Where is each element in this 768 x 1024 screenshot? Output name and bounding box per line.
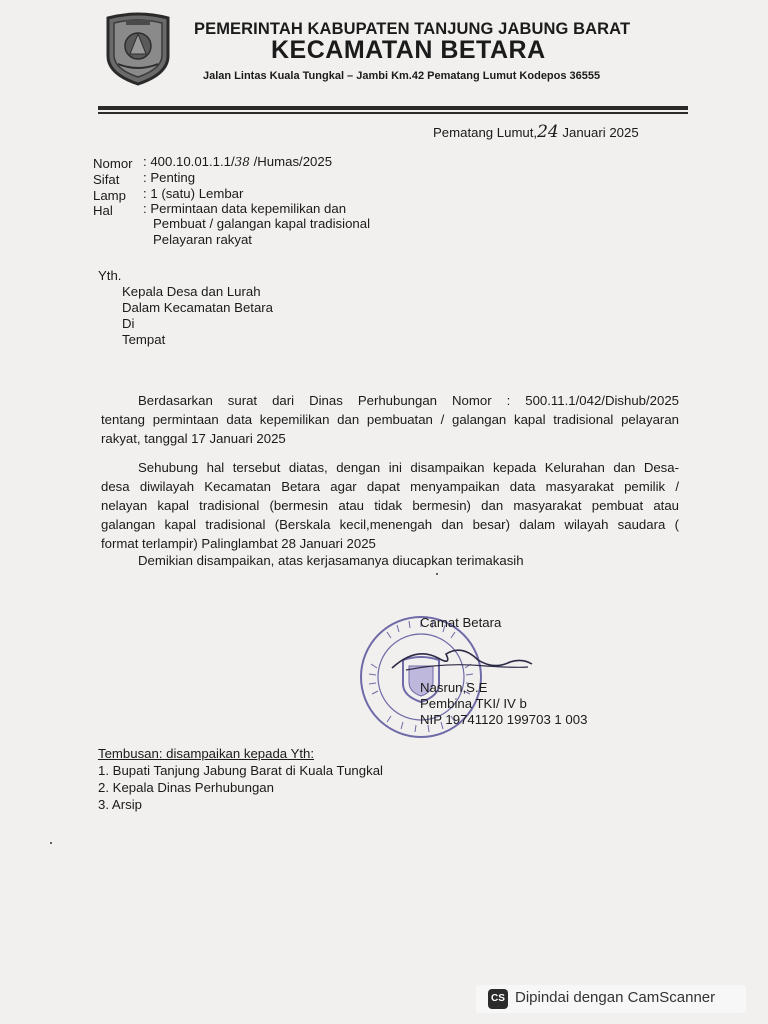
hal-label: Hal <box>93 203 113 218</box>
recipient-line2: Dalam Kecamatan Betara <box>122 300 273 315</box>
regency-logo <box>104 12 172 86</box>
letter-date <box>433 122 639 142</box>
speck <box>50 842 52 844</box>
header-divider-thick <box>98 106 688 110</box>
signatory-title: Camat Betara <box>420 615 502 630</box>
closing-sentence: Demikian disampaikan, atas kerjasamanya diucapkan terimakasih <box>138 553 524 568</box>
camscanner-icon: CS <box>488 989 508 1009</box>
date-month-year: Januari 2025 <box>558 125 639 140</box>
signatory-nip: NIP 19741120 199703 1 003 <box>420 712 588 727</box>
cc-item-2: 2. Kepala Dinas Perhubungan <box>98 780 274 795</box>
lamp-value: : 1 (satu) Lembar <box>143 186 244 201</box>
sifat-value: : Penting <box>143 170 196 185</box>
hal-value-line3: Pelayaran rakyat <box>153 232 252 247</box>
camscanner-text: Dipindai dengan CamScanner <box>515 989 716 1006</box>
header-government: PEMERINTAH KABUPATEN TANJUNG JABUNG BARAT <box>194 20 631 38</box>
hal-value-line1: : Permintaan data kepemilikan dan <box>143 201 347 216</box>
lamp-label: Lamp <box>93 188 126 203</box>
body-paragraph-2: Sehubung hal tersebut diatas, dengan ini disampaikan kepada Kelurahan dan Desa- desa diwilayah Kecamatan Betara agar dapat menyampaikan data masyarakat pemilik / nelayan kapal tradisional (bermesin atau tidak bermesin) dan masyarakat pembuat atau galangan kapal tradisional (Berskala kecil,menengah dan besar) dalam wilayah saudara ( format terlampir) Palinglambat 28 Januari 2025 <box>101 460 679 551</box>
header-district: KECAMATAN BETARA <box>271 36 546 64</box>
speck <box>436 573 438 575</box>
nomor-handwritten: 38 <box>234 155 250 169</box>
handwritten-signature <box>386 640 536 680</box>
recipient-line1: Kepala Desa dan Lurah <box>122 284 261 299</box>
nomor-value: : 400.10.01.1.1/38 /Humas/2025 <box>143 154 333 169</box>
body-paragraph-1: Berdasarkan surat dari Dinas Perhubungan Nomor : 500.11.1/042/Dishub/2025 tentang permintaan data kepemilikan dan pembuatan / galangan kapal tradisional pelayaran rakyat, tanggal 17 Januari 2025 <box>101 393 679 446</box>
signatory-name: Nasrun,S.E <box>420 680 488 695</box>
header-address: Jalan Lintas Kuala Tungkal – Jambi Km.42 Pematang Lumut Kodepos 36555 <box>203 70 601 82</box>
signatory-rank: Pembina TKI/ IV b <box>420 696 527 711</box>
recipient-line4: Tempat <box>122 332 166 347</box>
hal-value-line2: Pembuat / galangan kapal tradisional <box>153 216 371 231</box>
recipient-yth: Yth. <box>98 268 122 283</box>
recipient-line3: Di <box>122 316 135 331</box>
sifat-label: Sifat <box>93 172 120 187</box>
date-day-handwritten: 24 <box>537 122 559 142</box>
cc-item-1: 1. Bupati Tanjung Jabung Barat di Kuala Tungkal <box>98 763 383 778</box>
nomor-label: Nomor <box>93 156 133 171</box>
date-place: Pematang Lumut, <box>433 125 538 140</box>
cc-item-3: 3. Arsip <box>98 797 142 812</box>
header-divider-thin <box>98 112 688 114</box>
cc-heading: Tembusan: disampaikan kepada Yth: <box>98 746 315 761</box>
